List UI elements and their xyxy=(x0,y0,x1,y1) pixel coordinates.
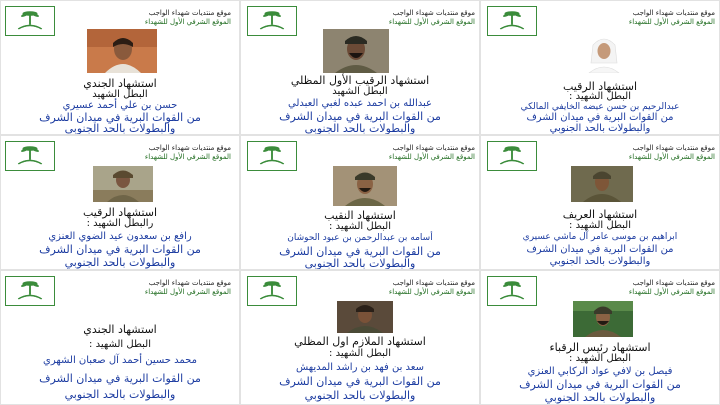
card-label: البطل الشهيد : xyxy=(89,339,151,350)
card-line-3: من القوات البرية في ميدان الشرف xyxy=(279,375,441,388)
martyr-name: ابراهيم بن موسى عامر آل ماشي عسيري xyxy=(522,232,678,242)
saudi-emblem-icon xyxy=(247,6,297,36)
martyr-photo xyxy=(333,166,397,206)
card-title: استشهاد العريف xyxy=(562,208,638,221)
martyr-card xyxy=(240,135,480,270)
card-title: استشهاد النقيب xyxy=(324,209,396,222)
martyr-card xyxy=(480,270,720,405)
site-header xyxy=(585,9,715,27)
card-line-4: والبطولات بالحد الجنوبي xyxy=(549,123,651,134)
header-line-2: الموقع الشرفي الأول للشهداء xyxy=(388,288,475,296)
card-label: البطل الشهيد : xyxy=(569,353,631,364)
saudi-emblem-icon xyxy=(5,276,55,306)
martyr-card xyxy=(0,135,240,270)
card-label: البطل الشهيد xyxy=(92,89,148,100)
martyr-card xyxy=(0,270,240,405)
header-line-1: موقع منتديات شهداء الواجب xyxy=(392,9,475,17)
header-line-2: الموقع الشرفي الأول للشهداء xyxy=(144,18,231,26)
card-label: البطل الشهيد : xyxy=(569,220,631,231)
martyr-photo xyxy=(573,301,633,337)
card-line-4: والبطولات بالحد الجنوبي xyxy=(304,122,416,135)
card-title: استشهاد الجندي xyxy=(83,77,157,90)
header-line-1: موقع منتديات شهداء الواجب xyxy=(632,144,715,152)
header-line-2: الموقع الشرفي الأول للشهداء xyxy=(144,153,231,161)
saudi-emblem-icon xyxy=(487,276,537,306)
header-line-1: موقع منتديات شهداء الواجب xyxy=(148,279,231,287)
martyr-photo xyxy=(581,33,627,73)
martyr-card xyxy=(240,270,480,405)
header-line-2: الموقع الشرفي الأول للشهداء xyxy=(628,153,715,161)
card-label: البطل الشهيد : xyxy=(329,348,391,359)
header-line-2: الموقع الشرفي الأول للشهداء xyxy=(628,18,715,26)
card-line-3: من القوات البرية في ميدان الشرف xyxy=(279,245,441,258)
card-line-4: والبطولات بالحد الجنوبي xyxy=(64,256,176,269)
header-line-2: الموقع الشرفي الأول للشهداء xyxy=(388,153,475,161)
card-title: استشهاد الجندي xyxy=(83,323,157,336)
site-header xyxy=(345,279,475,297)
martyr-name: حسن بن علي أحمد عسيري xyxy=(62,100,178,111)
header-line-2: الموقع الشرفي الأول للشهداء xyxy=(628,288,715,296)
card-line-3: من القوات البرية في ميدان الشرف xyxy=(39,243,201,256)
header-line-1: موقع منتديات شهداء الواجب xyxy=(392,279,475,287)
card-line-3: من القوات البرية في ميدان الشرف xyxy=(39,111,201,124)
saudi-emblem-icon xyxy=(247,276,297,306)
martyr-name: رافع بن سعدون عيد الضوي العنزي xyxy=(48,231,192,242)
card-label: البطل الشهيد xyxy=(332,86,388,97)
martyr-card xyxy=(480,0,720,135)
site-header xyxy=(101,9,231,27)
card-line-3: من القوات البرية في ميدان الشرف xyxy=(39,372,201,385)
martyr-name: عبدالله بن احمد عبده لغبي العبدلي xyxy=(287,98,432,109)
saudi-emblem-icon xyxy=(5,6,55,36)
card-title: استشهاد الملازم اول المظلي xyxy=(294,335,426,348)
card-line-3: من القوات البرية في ميدان الشرف xyxy=(279,110,441,123)
saudi-emblem-icon xyxy=(487,141,537,171)
martyr-name: أسامه بن عبدالرحمن بن عبود الحوشان xyxy=(287,233,433,243)
card-line-4: والبطولات بالحد الجنوبي xyxy=(64,388,176,401)
martyr-photo xyxy=(323,29,389,73)
martyr-name: سعد بن فهد بن راشد المديهش xyxy=(295,362,424,373)
martyr-photo xyxy=(93,166,153,202)
card-line-4: والبطولات بالحد الجنوبي xyxy=(549,256,651,267)
header-line-2: الموقع الشرفي الأول للشهداء xyxy=(144,288,231,296)
martyr-name: فيصل بن لافي عواد الركابي العنزي xyxy=(527,366,673,377)
saudi-emblem-icon xyxy=(487,6,537,36)
martyr-name: عبدالرحيم بن حسن عيضه الخايفي المالكي xyxy=(520,102,680,112)
card-title: استشهاد رئيس الرقباء xyxy=(549,341,651,354)
card-line-3: من القوات البرية في ميدان الشرف xyxy=(519,378,681,391)
card-title: استشهاد الرقيب xyxy=(562,80,638,93)
header-line-1: موقع منتديات شهداء الواجب xyxy=(392,144,475,152)
card-label: رالبطل الشهيد : xyxy=(86,218,154,229)
martyr-name: محمد حسين أحمد آل صعبان الشهري xyxy=(43,355,197,366)
header-line-2: الموقع الشرفي الأول للشهداء xyxy=(388,18,475,26)
martyr-card xyxy=(240,0,480,135)
card-label: البطل الشهيد : xyxy=(569,91,631,102)
martyr-card xyxy=(0,0,240,135)
site-header xyxy=(101,144,231,162)
header-line-1: موقع منتديات شهداء الواجب xyxy=(148,144,231,152)
card-line-4: والبطولات بالحد الجنوبي xyxy=(304,389,416,402)
martyr-photo xyxy=(87,29,157,73)
card-title: استشهاد الرقيب الأول المظلي xyxy=(290,74,430,87)
header-line-1: موقع منتديات شهداء الواجب xyxy=(148,9,231,17)
saudi-emblem-icon xyxy=(247,141,297,171)
card-line-4: والبطولات بالحد الجنوبي xyxy=(544,391,656,404)
card-label: البطل الشهيد : xyxy=(329,221,391,232)
card-title: استشهاد الرقيب xyxy=(82,206,158,219)
site-header xyxy=(345,9,475,27)
martyr-photo xyxy=(571,166,633,202)
site-header xyxy=(345,144,475,162)
site-header xyxy=(585,144,715,162)
card-line-4: والبطولات بالحد الجنوبي xyxy=(64,122,176,135)
header-line-1: موقع منتديات شهداء الواجب xyxy=(632,279,715,287)
card-line-3: من القوات البرية في ميدان الشرف xyxy=(526,244,674,255)
martyr-card xyxy=(480,135,720,270)
site-header xyxy=(101,279,231,297)
martyr-photo xyxy=(337,301,393,333)
card-line-4: والبطولات بالحد الجنوبي xyxy=(304,257,416,270)
card-line-3: من القوات البرية في ميدان الشرف xyxy=(526,112,674,123)
header-line-1: موقع منتديات شهداء الواجب xyxy=(632,9,715,17)
site-header xyxy=(585,279,715,297)
saudi-emblem-icon xyxy=(5,141,55,171)
